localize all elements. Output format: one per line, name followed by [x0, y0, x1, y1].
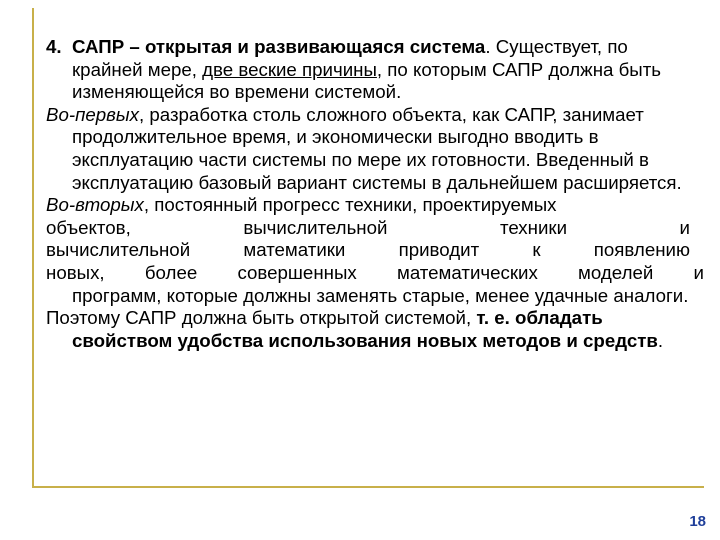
paragraph-2-text: , разработка столь сложного объекта, как САПР, занимает продолжительное время, и экономически выгодно вводить в эксплуатацию части системы по мере их готовности. Введенный в эксплуатацию базовый вариант системы в дальнейшем расширяется. — [72, 103, 682, 193]
paragraph-4-end: . — [657, 329, 664, 351]
left-border-line — [32, 8, 34, 488]
paragraph-3 — [46, 194, 704, 307]
paragraph-2 — [46, 104, 690, 194]
paragraph-3-lead: Во-вторых — [46, 194, 144, 216]
paragraph-1-text-b: , по которым САПР должна быть изменяющейся во времени системой. — [72, 58, 662, 103]
paragraph-3-line-2: объектов, вычислительной техники и — [46, 216, 690, 238]
list-number: 4. — [46, 36, 62, 57]
paragraph-2-lead: Во-первых — [46, 103, 139, 125]
underlined-phrase: две веские причины — [202, 58, 377, 80]
page-number: 18 — [689, 513, 706, 530]
paragraph-1-text-a: Существует, по крайней мере, — [72, 36, 628, 80]
paragraph-1 — [46, 36, 690, 104]
slide-content — [46, 36, 704, 352]
paragraph-4-bold: т. е. обладать свойством удобства использования новых методов и средств — [72, 307, 658, 351]
paragraph-3-line-3: вычислительной математики приводит к появлению — [46, 239, 690, 261]
paragraph-3-line-4: новых, более совершенных математических моделей и — [46, 261, 704, 283]
bottom-border-line — [32, 486, 704, 488]
heading-text: САПР – открытая и развивающаяся система — [72, 36, 486, 57]
paragraph-3-line-5: программ, которые должны заменять старые, менее удачные аналоги. — [72, 284, 689, 306]
paragraph-4-text: Поэтому САПР должна быть открытой системой, — [46, 307, 477, 329]
paragraph-4 — [46, 307, 690, 352]
paragraph-3-line-1: , постоянный прогресс техники, проектируемых — [143, 194, 557, 216]
heading-period: . — [485, 36, 491, 57]
